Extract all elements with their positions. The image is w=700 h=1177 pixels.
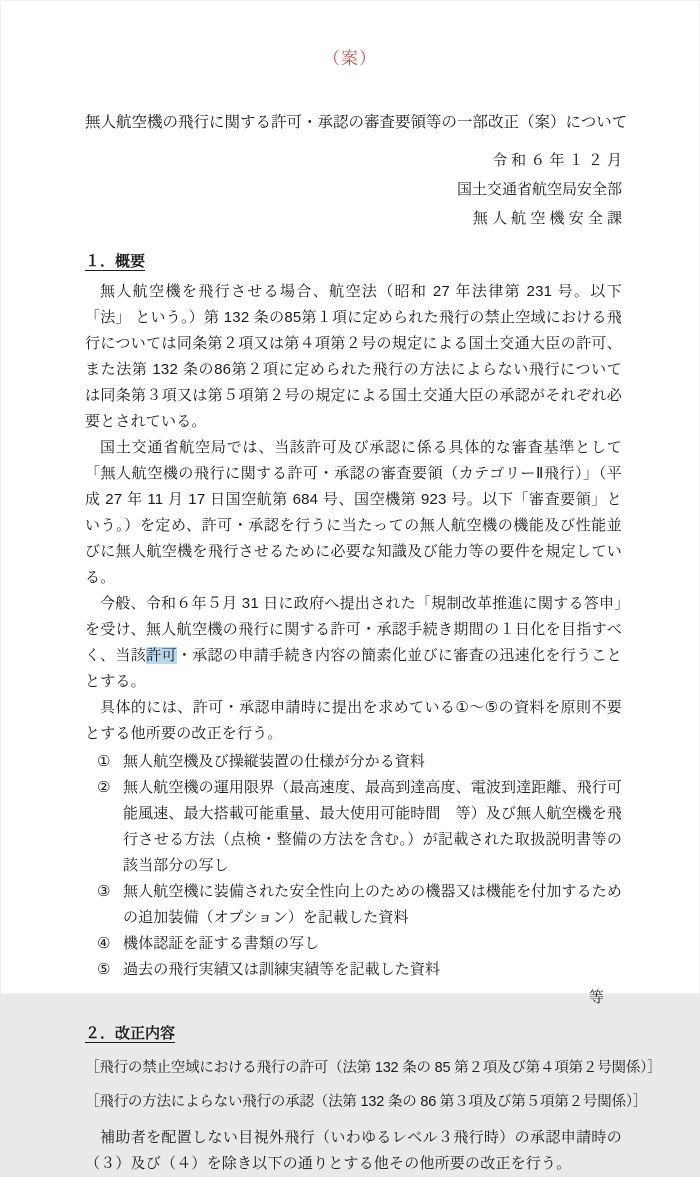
item-marker: ③ [97, 883, 111, 900]
section-overview [85, 249, 622, 1011]
item-text: 機体認証を証する書類の写し [123, 935, 320, 952]
section-amendments-heading: ２．改正内容 [85, 1025, 176, 1042]
bracket-line-permit: ［飛行の禁止空域における飛行の許可（法第 132 条の 85 第２項及び第４項第２号関係）］ [85, 1060, 662, 1076]
item-text: 過去の飛行実績又は訓練実績等を記載した資料 [123, 961, 441, 978]
overview-paragraph-4: 具体的には、許可・承認申請時に提出を求めている①～⑤の資料を原則不要とする他所要の改正を行う。 [85, 699, 622, 742]
etc-label: 等 [588, 989, 604, 1006]
draft-stamp: （案） [323, 49, 377, 68]
list-item [97, 931, 622, 957]
list-item [97, 749, 622, 775]
item-text: 無人航空機及び操縦装置の仕様が分かる資料 [123, 753, 426, 770]
required-documents-list [97, 749, 622, 983]
paragraph-3-post: ・承認の申請手続き内容の簡素化並びに審査の迅速化を行うこととする。 [85, 647, 622, 690]
list-item [97, 775, 622, 879]
document-title: 無人航空機の飛行に関する許可・承認の審査要領等の一部改正（案）について [85, 114, 628, 131]
section-amendments [85, 1021, 662, 1177]
org-line-division: 無 人 航 空 機 安 全 課 [472, 210, 622, 227]
document-body [85, 110, 662, 1177]
date-org-block [85, 146, 622, 233]
list-item [97, 957, 622, 983]
amendments-paragraph: 補助者を配置しない目視外飛行（いわゆるレベル３飛行時）の承認申請時の（３）及び（４）を除き以下の通りとする他その他所要の改正を行う。 [85, 1129, 622, 1172]
overview-paragraph-2: 国土交通省航空局では、当該許可及び承認に係る具体的な審査基準として「無人航空機の飛行に関する許可・承認の審査要領（カテゴリーⅡ飛行）」（平成 27 年 11 月 17 日国空航第 684 号、国空機第 923 号。以下「審査要領」という。）を定め、許可・承認を行うに当たっての無人航空機の機能及び性能並びに無人航空機を飛行させるために必要な知識及び能力等の要件を規定している。 [85, 439, 622, 586]
item-marker: ② [97, 779, 111, 796]
overview-paragraph-3 [85, 591, 622, 695]
item-text: 無人航空機の運用限界（最高速度、最高到達高度、電波到達距離、飛行可能風速、最大搭載可能重量、最大使用可能時間 等）及び無人航空機を飛行させる方法（点検・整備の方法を含む。）が記載された取扱説明書等の該当部分の写し [123, 779, 622, 874]
section-overview-heading: １．概要 [85, 253, 146, 270]
item-text: 無人航空機に装備された安全性向上のための機器又は機能を付加するための追加装備（オプション）を記載した資料 [123, 883, 622, 926]
date-line: 令 和 ６ 年 １ ２ 月 [491, 152, 622, 169]
item-marker: ① [97, 753, 111, 770]
list-item [97, 879, 622, 931]
item-marker: ⑤ [97, 961, 111, 978]
bracket-line-approval: ［飛行の方法によらない飛行の承認（法第 132 条の 86 第３項及び第５項第２号関係）］ [85, 1094, 648, 1110]
item-marker: ④ [97, 935, 111, 952]
org-line-bureau: 国土交通省航空局安全部 [456, 181, 622, 198]
overview-paragraph-1: 無人航空機を飛行させる場合、航空法（昭和 27 年法律第 231 号。以下「法」 という。）第 132 条の85第１項に定められた飛行の禁止空域における飛行については同条第２項又は第４項第２号の規定による国土交通大臣の許可、また法第 132 条の86第２項に定められた飛行の方法によらない飛行については同条第３項又は第５項第２号の規定による国土交通大臣の承認がそれぞれ必要とされている。 [85, 283, 622, 430]
paragraph-3-pre: 今般、令和６年５月 31 日に政府へ提出された「規制改革推進に関する答申」を受け、無人航空機の飛行に関する許可・承認手続き期間の１日化を目指すべく、当該 [85, 595, 622, 664]
highlighted-text: 許可 [146, 647, 177, 664]
